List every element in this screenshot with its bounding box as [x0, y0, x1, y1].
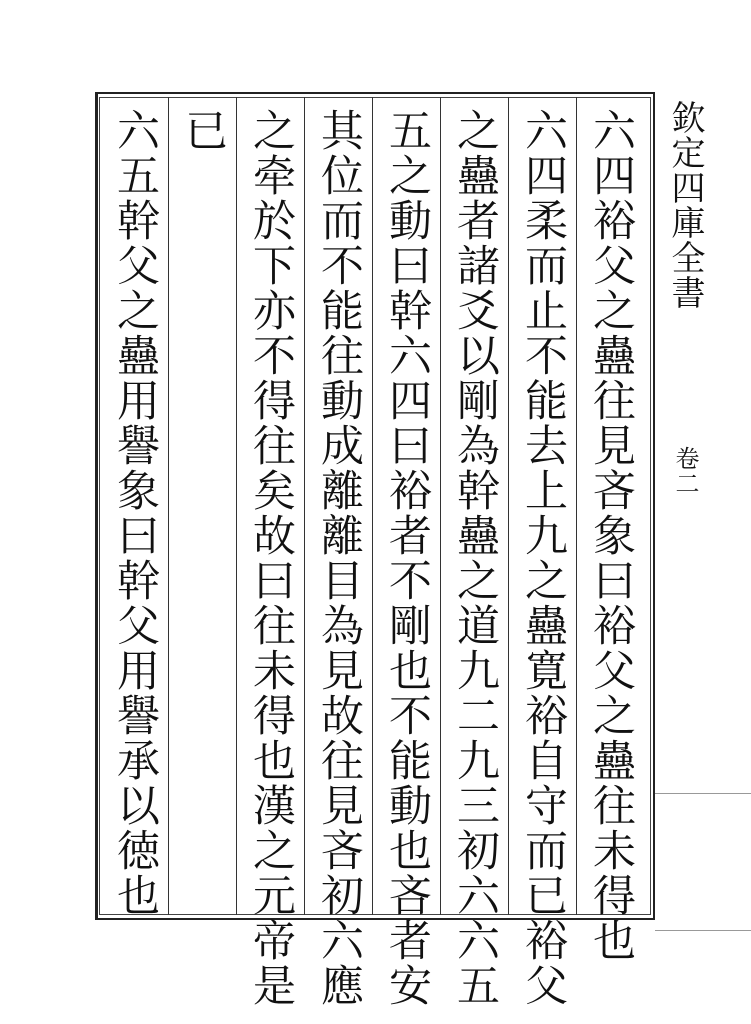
text-column-3: 之蠱者諸爻以剛為幹蠱之道九二九三初六六五 [450, 108, 500, 1008]
column-rule [168, 97, 169, 915]
column-rule [440, 97, 441, 915]
text-column-1: 六四裕父之蠱往見吝象曰裕父之蠱往未得也 [586, 108, 636, 963]
volume-number: 卷二 [671, 446, 699, 496]
book-title: 欽定四庫全書 [665, 100, 705, 310]
margin-header [662, 100, 708, 496]
text-column-6: 之牵於下亦不得往矣故曰往未得也漢之元帝是 [246, 108, 296, 1008]
column-rule [372, 97, 373, 915]
fold-line [655, 930, 751, 931]
text-column-5: 其位而不能往動成離離目為見故往見吝初六應 [314, 108, 364, 1008]
text-column-4: 五之動曰幹六四曰裕者不剛也不能動也吝者安 [382, 108, 432, 1008]
column-rule [304, 97, 305, 915]
column-rule [508, 97, 509, 915]
text-column-7: 已 [178, 108, 228, 153]
text-column-8: 六五幹父之蠱用譽象曰幹父用譽承以徳也 [110, 108, 160, 918]
text-column-2: 六四柔而止不能去上九之蠱寛裕自守而已裕父 [518, 108, 568, 1008]
fold-line [655, 793, 751, 794]
column-rule [236, 97, 237, 915]
column-rule [576, 97, 577, 915]
